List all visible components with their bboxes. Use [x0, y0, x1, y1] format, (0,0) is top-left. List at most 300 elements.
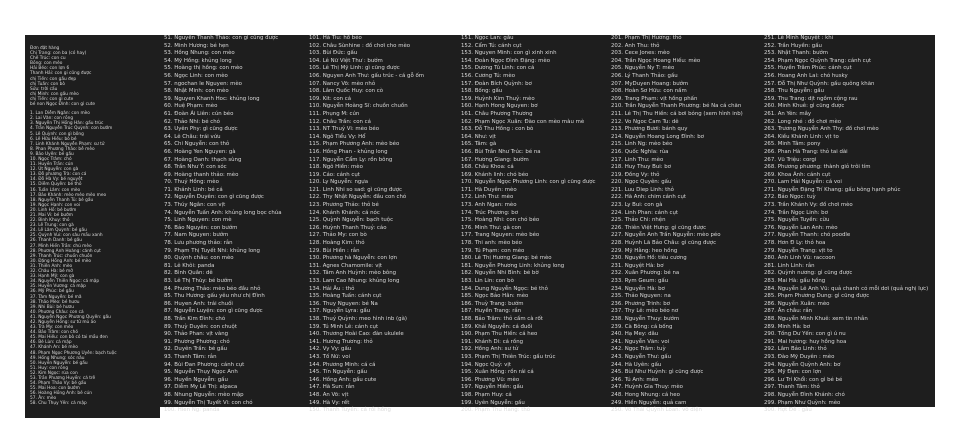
order-line: 54. Phạm Thảo Vy: bé gấu	[30, 381, 87, 387]
order-line: 12. Út Nguyễn: con gà	[30, 167, 79, 173]
order-line: 134. Hải Âu : thỏ	[309, 285, 355, 292]
order-line: 296. Lư Trí Khổi: con gì bé bé	[764, 376, 843, 383]
order-line: 157. Đoàn Bích Quỳnh: bơ	[461, 80, 532, 87]
order-line: 58. Chu Thụy Yến: cá mập	[30, 401, 87, 407]
order-line: 224. Linh Phan: cánh cụt	[611, 209, 678, 216]
order-line: 16. Tuấn Lâm: con mèo	[30, 187, 81, 193]
order-line: 13. Đỗ phương Trà: con cá	[30, 172, 87, 178]
order-line: 122. Thy Nhật Nguyễn: đầu con chó	[309, 194, 407, 201]
order-line: 56. Hoàng Hồng Anh: bé cún	[30, 391, 92, 397]
order-line: 8. Phan Phương Thảo: bê mèo	[30, 146, 95, 152]
order-line: 104. Lê Nữ Việt Thư : bướm	[309, 57, 383, 64]
order-line: 199. Uyên Nguyễn: gấu	[461, 399, 525, 406]
order-line: 24. Lê Lâm Quỳnh: bé gấu	[30, 228, 87, 234]
order-line: 255. Huyền Trâm Phúc: cánh cụt	[764, 65, 852, 72]
order-line: 293. Đào Mỹ Duyên : mèo	[764, 353, 835, 360]
order-line: 179. Tú Phạm: con mèo	[461, 247, 525, 254]
order-line: 238. Nguyễn Thuy: bướm	[611, 315, 680, 322]
order-line: 53. Hồng Nhung: con mèo	[164, 50, 235, 57]
order-line: 61. Đoàn Ái Liên: cún béo	[164, 110, 234, 117]
order-line: 186. Thuỳ Trang: bướm	[461, 300, 524, 307]
order-line: 49. Hồng Nhung: sóc nâu	[30, 355, 85, 361]
order-line: 180. Lê Thị Hương Giang: bé mèo	[461, 255, 552, 262]
order-line: 250. Võ Thái Quỳnh Loan: vô diện	[611, 407, 702, 414]
order-line: 207. MyDuyen Hoang: bướm	[611, 80, 689, 87]
order-line: 70. Thuý Hồng: mèo	[164, 179, 219, 186]
order-line: 41. Nguyễn Ngọc Phương Quyên: gấu	[30, 314, 111, 320]
order-line: 184. Dung Nguyễn Ngọc: bé thỏ	[461, 285, 548, 292]
order-line: 23. Lê Trung: con gà	[30, 223, 74, 229]
order-line: 35. Huyền Vương: cá mập	[30, 284, 86, 290]
order-line: 282. Quỳnh nương: gì cũng được	[764, 270, 853, 277]
order-line: 106. Nguyen Anh Thư: gấu trúc - cá gỗ ốm	[309, 72, 425, 79]
order-line: 223. Ly Bui: con gà	[611, 202, 663, 209]
order-line: 77. Nam Nguyen: bướm	[164, 232, 229, 239]
order-line: 231. Nguyệt Hà: bơ	[611, 262, 664, 269]
order-line: 100. Hien Ng: panda	[164, 407, 220, 414]
order-line: 188. Bảo Trâm: thỏ cầm cà rốt	[461, 315, 543, 322]
order-line: 11. Huyền Trần: cún	[30, 162, 74, 168]
order-line: 177. Trang Nguyen: mèo béo	[461, 232, 540, 239]
order-line: 146. Hồng Anh: gấu cute	[309, 376, 377, 383]
order-line: 2. Lai Văn: con rồng	[30, 116, 74, 122]
order-line: 286. Nguyễn Xuân: mèo	[764, 300, 830, 307]
order-line: 241. Nguyễn Văn: voi	[611, 338, 670, 345]
order-line: 174. Trúc Phương: bơ	[461, 209, 518, 216]
order-line: 182. Nguyễn Nhi Bình: bé bờ	[461, 270, 539, 277]
order-line: 90. Thảo Phan: vịt vàng	[164, 331, 229, 338]
order-line: 127. Thảo My: con bò	[309, 232, 367, 239]
order-line: 158. Bống: gấu	[461, 88, 503, 95]
order-line: 72. Nguyễn Duyên: con gì cũng được	[164, 194, 264, 201]
order-line: 198. Phạm Huy: cá	[461, 391, 512, 398]
order-line: 202. Anh Thu: thỏ	[611, 42, 660, 49]
order-line: Sửu: trời cấu	[30, 86, 58, 92]
order-line: 166. Bùi Trần Như Trúc: bé na	[461, 148, 541, 155]
order-line: 63. Uyên Phy: gì cũng được	[164, 126, 238, 133]
order-line: 148. An Võ: vịt	[309, 391, 349, 398]
order-line: 145. Tín Nguyễn: gấu	[309, 369, 368, 376]
order-line: 151. Ngọc Lan: gấu	[461, 35, 514, 41]
order-line: 84. Phương Thảo: mèo béo đầu nhỏ	[164, 285, 261, 292]
order-line: 276. Nguyễn Lan Anh: mèo	[764, 224, 838, 231]
order-line: 25. Quỳnh Vui: con sâu mầu xanh	[30, 233, 103, 239]
order-line: 117. Nguyễn Cẩm Ly: rồn bông	[309, 156, 393, 163]
order-line: 128. Hoàng Kim: thỏ	[309, 240, 365, 247]
order-line: 142. Vy Vy: gấu	[309, 346, 352, 353]
order-line: 292. Lâm Bảo Linh: thỏ	[764, 346, 827, 353]
order-line: 235. Thảo Nguyen: na	[611, 293, 671, 300]
order-line: 44. Bảo Trâm: con chó	[30, 330, 78, 336]
order-line: 147. Hà Sun: rắn	[309, 384, 355, 391]
order-line: 170. Nguyễn Ngọc Phương Linh: con gì cũng được	[461, 179, 596, 186]
order-line: 144. Phương Minh: cá cá	[309, 361, 376, 368]
order-line: 194. Ngọc Quý: vịt	[461, 361, 511, 368]
order-line: 285. Phạm Phương Dung: gì cũng được	[764, 293, 870, 300]
order-line: 277. Nguyễn Thanh: chó poodle	[764, 232, 851, 239]
order-line: 155. Dương Tú Linh: con cá	[461, 65, 535, 72]
order-line: 295. Mỹ Đẹn: con lợn	[764, 369, 822, 376]
order-line: 126. Huỳnh Thanh Thuý: cáo	[309, 224, 387, 231]
order-line: 5. Lê Quỳnh: con gì bông	[30, 131, 84, 137]
order-line: 242. Ngọc Trâm: tuỳ	[611, 346, 666, 353]
order-line: 89. Thuỳ Duyên: con chuột	[164, 323, 237, 330]
order-line: 163. Đỗ Thu Hồng : con bò	[461, 126, 534, 133]
order-line: 290. Tống Dư Yến: con gì ú nu	[764, 331, 846, 338]
order-line: 20. Linh Hồ: bé bướm	[30, 207, 77, 213]
order-line: 275. Nguyễn Tuyền: cừu	[764, 217, 830, 224]
order-line: 140. Thương Hoài Cao: đàn ukulele	[309, 331, 404, 338]
order-line: 54. Mỹ Hồng: khủng long	[164, 57, 232, 64]
order-line: 109. Kit: con cá	[309, 95, 352, 102]
order-line: 131. Agnes Chamomile: vịt	[309, 262, 383, 269]
order-line: 73. Thúy Ngân: con vịt	[164, 202, 226, 209]
order-line: 258. Thu Nguyễn: gấu	[764, 88, 825, 95]
order-line: Chị Trang: con ba (có hay)	[30, 51, 87, 57]
order-line: 185. Ngọc Bảo Hân: mèo	[461, 293, 529, 300]
order-line: 129. Bùi Hiền : rắn	[309, 247, 360, 254]
order-line: 200. Phạm Thu Hang: thỏ	[461, 407, 531, 414]
order-line: 233. Rym Geum: gấu	[611, 278, 669, 284]
order-line: 88. Trần Kim Đình: chó	[164, 315, 226, 322]
order-line: 152. Cẩm Tú: cánh cụt	[461, 42, 522, 49]
order-line: 228. Huỳnh Lã Bảo Châu: gì cũng được	[611, 240, 717, 247]
order-line: 113. NT Thuý Vi: mèo béo	[309, 126, 379, 133]
order-line: 65. Chi Nguyễn: con thỏ	[164, 141, 230, 148]
order-line: 178. Thi anh: mèo béo	[461, 240, 522, 247]
order-line: 17. Bảo Khánh: mèo mèo mèo meo	[30, 192, 107, 198]
order-line: 289. Minh Hà: bơ	[764, 323, 811, 330]
order-line: 132. Tâm Anh Huỳnh: mèo bông	[309, 270, 397, 277]
order-line: 288. Nguyễn Minh Khuê: xem tin nhắn	[764, 315, 868, 322]
order-line: 232. Xuân Phương: bé na	[611, 270, 680, 277]
order-line: 210. Trần Nguyễn Thanh Phương: bé Na cá chăn	[611, 103, 742, 110]
order-line: 265. Minh Tâm: pony	[764, 141, 821, 148]
order-list-panel-6	[760, 35, 935, 414]
order-line: 154. Đoàn Ngọc Đình Đặng: mèo	[461, 57, 550, 64]
order-line: 87. Nguyễn Luyện: con gì cũng được	[164, 308, 263, 315]
order-line: 266. Phan Hà Trang: thỏ tai dài	[764, 148, 848, 155]
order-line: chị Minh: con gấu mèo	[30, 91, 79, 97]
order-line: 183. Lin Lin: con bò	[461, 278, 514, 284]
order-line: 209. Trang Phạm: vịt hồng phấn	[611, 95, 698, 102]
order-line: 234. Nguyễn Hà: bơ	[611, 285, 665, 292]
order-line: 294. Nguyễn Quỳnh Anh: bơ	[764, 361, 841, 368]
order-line: 38. Thảo Mèo: bé hươu	[30, 299, 80, 305]
order-line: 124. Khánh Khánh: cá nóc	[309, 209, 380, 216]
order-line: 55. Hoàng thị hồng: con mèo	[164, 65, 243, 72]
order-line: 267. Vũ Triệu: corgi	[764, 156, 817, 163]
order-line: 206. Lý Thanh Thảo: gấu	[611, 72, 678, 79]
order-line: 133. Lam Cao Nhung: khủng long	[309, 278, 400, 284]
order-line: 246. Tú Anh: mèo	[611, 376, 659, 383]
order-line: 260. Minh Khuê: gì cũng được	[764, 103, 845, 110]
order-line: 191. Khánh Di: cá rồng	[461, 338, 524, 345]
order-line: 93. Thanh Tâm: rắn	[164, 353, 217, 360]
order-line: 92. Duyên Trần: bé gấu	[164, 346, 228, 353]
order-line: 212. Vo Ngoc Cam Tu: dê	[611, 118, 679, 125]
order-line: 136. Thuy Nguyen: bé Na	[309, 300, 378, 307]
order-line: chị Tiến: con gấu đẹp	[30, 76, 77, 82]
order-line: 103. Bùi Đức: gấu	[309, 50, 358, 57]
order-line: 98. Nhung Nguyễn: mèo mập	[164, 391, 244, 398]
order-line: 205. Nguyễn Ny T: mèo	[611, 65, 675, 72]
order-line: Đơn đặt hàng	[30, 46, 60, 51]
order-line: 251. Lê Minh Nguyệt : khỉ	[764, 35, 834, 41]
order-line: 119. Cáo: cánh cụt	[309, 171, 360, 178]
order-line: 256. Hoang Anh Lai: chó husky	[764, 72, 848, 79]
order-line: 130. Phương hà Nguyễn: con lợn	[309, 255, 398, 262]
order-line: 85. Thu Hương: gấu yêu như chị Đình	[164, 293, 265, 300]
order-line: 68. Trần Như Ý: con sóc	[164, 164, 227, 171]
order-line: 99. Nguyễn Thị Tuyết Vi: con chó	[164, 399, 253, 406]
order-line: 269. Khoa Ánh: cánh cụt	[764, 171, 831, 178]
order-line: 176. Minh Thư: gà con	[461, 224, 522, 231]
order-line: 245. Bùi Như Huỳnh: gì cũng được	[611, 369, 704, 376]
order-line: 139. Tú Minh Lê: cánh cụt	[309, 323, 379, 330]
order-line: 1. Lan Diễm Ngân: con mèo	[30, 111, 90, 117]
order-line: 229. Mỹ Hằng: heo hồng	[611, 247, 678, 254]
order-line: 123. Phương Thảo: thỏ bé	[309, 202, 379, 209]
order-line: 281. Linh Linh: rắn	[764, 262, 815, 269]
order-line: 153. Nguyen Minh: con gì xinh xinh	[461, 50, 557, 57]
order-line: 52. Minh Hương: bé hẹn	[164, 42, 229, 49]
order-line: 167. Hương Giang: bướm	[461, 156, 529, 163]
order-line: 97. Diễm My Lê Thị: alpaca	[164, 384, 238, 391]
order-line: 156. Cương Tú: mèo	[461, 72, 516, 79]
order-line: 187. Huyền Trang: rắn	[461, 308, 522, 315]
order-line: 111. Phụng M: cún	[309, 110, 360, 117]
order-line: 299. Phạm Như Quỳnh: mèo	[764, 399, 841, 406]
order-line: 297. Thanh Tâm: thỏ	[764, 384, 820, 391]
order-line: 79. Phạm Thị Tuyết Nhi: khủng long	[164, 247, 260, 254]
order-line: 4. Trần Nguyễn Trúc Quỳnh: con bướm	[30, 126, 113, 132]
order-line: 108. Lâm Quốc Huy: con cò	[309, 88, 384, 95]
order-line: Bồng: con mèo	[30, 61, 63, 67]
order-line: 137. Nguyễn Lyra: gấu	[309, 308, 371, 315]
order-line: 57. ngochan le Nguyen: mèo	[164, 80, 242, 87]
order-line: 43. Trà My: con mèo	[30, 325, 74, 331]
order-line: 33. Hạnh Mỹ: con gà	[30, 274, 75, 280]
order-line: 253. Nhật Thanh: bướm	[764, 50, 829, 57]
order-line: 268. Phương phương: thành giỏ trôi tím	[764, 164, 871, 171]
order-line: 249. Hiền Nguyễn: quả cam	[611, 399, 687, 406]
order-line: 91. Phương Phương: chó	[164, 338, 230, 345]
order-line: 300. Hợt Đê : gấu	[764, 407, 812, 414]
order-line: 3. Nguyễn Thị Hồng Hân: gấu trúc	[30, 121, 104, 127]
order-line: 80. Quỳnh châu: con mèo	[164, 255, 234, 262]
order-line: 76. Bảo Nguyên: con bướm	[164, 224, 238, 231]
order-line: 254. Phạm Ngọc Quỳnh Trang: cánh cụt	[764, 57, 872, 64]
order-line: 263. Trương Nguyễn Anh Thy: đồ chơi mèo	[764, 126, 879, 133]
order-line: 159. Huỳnh Kim Thuỷ: mèo	[461, 95, 535, 102]
order-line: 96. Huyền Nguyễn: gấu	[164, 376, 228, 383]
order-line: 51. Nguyễn Thanh Thảo: con gì cũng được	[164, 35, 279, 41]
order-line: 75. Linh Nguyen: con mè	[164, 217, 232, 224]
order-line: 102. Châu Sùnhine : đồ chơi cho mèo	[309, 42, 411, 49]
order-line: 9. Bảo Uyên: bé gấu	[30, 151, 74, 157]
order-line: 86. Huyen Anh: trái chuối	[164, 300, 233, 307]
order-line: 110. Nguyễn Hoàng Sĩ: chuồn chuồn	[309, 103, 408, 110]
order-list-panel-4	[457, 35, 607, 414]
order-line: 215. Linh Ng: mèo béo	[611, 141, 673, 148]
order-line: 138. Thuý Quỳnh: meo hình inb (gà)	[309, 315, 407, 322]
order-line: 118. Ngô Hiền: mèo	[309, 164, 363, 171]
order-line: Thanh Hải: con gi cũng được	[30, 71, 92, 77]
order-line: 37. Tâm Nguyễn: bé mã	[30, 294, 82, 300]
order-line: 150. Thanh Tuyền: cá rồi hồng	[309, 407, 391, 414]
order-line: 214. Nguyễn Hoang Long Đình: bơ	[611, 133, 704, 140]
order-line: 283. Mai Hà: gấu hồng	[764, 278, 826, 284]
order-line: 21. Mai Vi: bé bướm	[30, 213, 73, 218]
order-line: 121. Linh Nhi so sad: gì cũng được	[309, 186, 402, 193]
order-line: 236. Phương Trinh: bơ	[611, 300, 670, 307]
order-line: 291. Mai hương: huy hồng hoa	[764, 338, 847, 345]
order-line: bé non Ngọc Đình: con gì cute	[30, 102, 96, 108]
order-line: 59. Nguyen Khanh Hoc: khủng long	[164, 95, 260, 102]
order-line: 257. Đỗ Thị Như Quỳnh: gấu quông khăn	[764, 80, 875, 87]
order-line: 57. Ân: mèo	[30, 396, 57, 402]
order-line: 270. Lam Hải Nguyễn: cá voi	[764, 179, 842, 186]
order-line: 271. Nguyễn Đặng Trí Khang: gấu bông hạnh phúc	[764, 186, 901, 193]
order-line: 30. Đặng Hồng Anh: bé mèo	[30, 258, 92, 264]
order-line: 172. Linh Thư: mèo	[461, 194, 514, 201]
order-line: 230. Nguyễn Hồ: tiêu cương	[611, 255, 687, 262]
order-line: 227. Nguyễn Anh Trần Nguyễn: mèo péo	[611, 232, 721, 239]
order-line: 53. Trần Phương Huyền: cá trê	[30, 376, 96, 381]
order-line: 19. Ngọc Hạnh: con voi	[30, 202, 81, 208]
order-line: 36. Mỹ Phúc: bé gấu	[30, 289, 74, 295]
order-line: 141. Hương Trương: thỏ	[309, 338, 373, 345]
order-line: 40. Phương Châu: con cá	[30, 309, 84, 315]
order-line: 52. Kim Ngọc: rùa con	[30, 370, 78, 376]
order-line: 272. Bảo Ngọc: tuỳ	[764, 194, 816, 201]
order-line: 7. Linh Khánh Nguyễn Phạm: sư tử	[30, 141, 105, 147]
order-line: 114. Ngô Tiểu Vy: Hổ	[309, 133, 366, 140]
order-line: 216. Quốc Nghĩa: rùa	[611, 148, 669, 155]
order-line: 280. Ánh Linh Vũ: raccoon	[764, 255, 836, 262]
order-line: 39. Nhi Bùi: bé hươu	[30, 304, 74, 310]
order-line: 173. Anh Ngan: mèo	[461, 202, 517, 209]
order-line: 22. Bình Khuy: thỏ	[30, 218, 70, 224]
order-line: 244. Hà Uyên: gấu	[611, 361, 662, 368]
order-line: 95. Nguyễn Thụy Ngọc Anh	[164, 369, 238, 376]
order-line: chị Tuấn: con bò	[30, 81, 65, 87]
order-line: 115. Phạm Phương Anh: mèo béo	[309, 141, 400, 148]
order-line: 196. Phương Vũ: mèo	[461, 376, 520, 383]
order-line: 74. Nguyễn Tuấn Anh: khủng long bọc chúa	[164, 209, 282, 216]
order-line: 273. Trần Khánh Vy: đồ chơi mèo	[764, 202, 853, 209]
order-line: Hải Béo: con lợn 6	[30, 66, 70, 72]
order-line: 298. Nguyễn Đình Khánh: chó	[764, 391, 845, 398]
order-line: 193. Phạm Thị Thiên Trúc: gấu trúc	[461, 353, 556, 360]
order-line: 197. Nguyễn Hiền: gấu	[461, 384, 524, 391]
order-line: 192. Hồng Anh: sư tử	[461, 346, 519, 353]
order-line: 211. Lê Thị Thu Hiền: cá bơi bóng (xem hình inb)	[611, 110, 743, 117]
order-line: 28. Phương Anh Hoàng: cánh cụt	[30, 248, 101, 254]
order-line: 190. Phạm Thu Hiền: cá heo	[461, 331, 538, 338]
order-line: 262. Long nhé : đồ chơi mèo	[764, 118, 842, 125]
order-line: 71. Khánh Linh: bé cá	[164, 186, 223, 193]
order-line: 135. Hoàng Tuấn: cánh cụt	[309, 293, 382, 300]
order-line: 69. Hoàng thanh thảo: mèo	[164, 171, 239, 178]
order-line: 51. Huy: con rồng	[30, 365, 69, 371]
order-line: 34. Nguyễn Thiên Ngọc: cá mập	[30, 279, 100, 285]
order-line: 46. Bé Lùn: cá mập	[30, 340, 72, 346]
order-line: 221. Luu Diep Linh: thỏ	[611, 186, 674, 193]
order-line: 83. Lê Thị Thùy: bé bướm	[164, 278, 233, 284]
order-line: 58. Nhật Minh: con mèo	[164, 88, 229, 95]
order-line: 225. Thảo Chi: nhện	[611, 217, 666, 224]
order-line: 287. Ân châu: rắn	[764, 308, 813, 315]
order-line: 264. Kiều Khánh Linh: vịt to	[764, 133, 839, 140]
order-line: 226. Thiên Việt Hưng: gì cũng được	[611, 224, 707, 231]
order-line: 125. Quỳnh Nguyễn: bạch tuộc	[309, 217, 394, 224]
order-line: 6. Lê Hữu Hiếu: bò bé	[30, 136, 77, 142]
order-line: 149. Hà Vy: rết	[309, 399, 350, 406]
order-line: 274. Trần Ngọc Linh: bơ	[764, 209, 828, 216]
order-line: 160. Hạnh Hong Nguyen: bơ	[461, 103, 538, 110]
order-line: 82. Bình Quân: dê	[164, 270, 213, 277]
order-line: 161. Châu Phương Thương	[461, 110, 533, 117]
order-line: 81. Lê Khôi: panda	[164, 262, 215, 269]
order-line: 247. Huỳnh Gia Thuy: mèo	[611, 384, 683, 391]
order-line: 10. Ngọc Trâm: chó	[30, 156, 72, 162]
order-line: 31. Thiên Anh: mèo	[30, 263, 73, 269]
order-line: 56. Ngọc Linh: con mèo	[164, 72, 228, 79]
order-line: 168. Châu Khoa: cá	[461, 164, 514, 171]
order-line: 284. Nguyễn Lê Anh Vũ: quả chanh có mỗi dơi (quả nghị lực)	[764, 285, 929, 292]
order-line: 105. Lê Thị Mỹ Linh: gì cũng được	[309, 65, 400, 72]
order-line: 50. Huyền Nguyễn: bé gấu	[30, 360, 88, 366]
order-line: 239. Cà Bông: cá bống	[611, 323, 673, 330]
order-line: 203. Cece Jones: mèo	[611, 50, 670, 57]
order-line: 201. Phạm Thị Hương: thỏ	[611, 35, 682, 41]
order-line: 55. Mai Hoa: con bướm	[30, 386, 80, 392]
order-line: 143. Tố Nữ: voi	[309, 353, 350, 360]
order-line: 279. Nguyễn Trang: vịt to	[764, 247, 833, 254]
order-line: 62. Thảo Nhi: bé chó	[164, 118, 220, 125]
order-line: 217. Linh Thu: mèo	[611, 156, 664, 163]
order-line: 248. Hong Nhung: cá heo	[611, 391, 680, 398]
order-list-panel-5	[607, 35, 760, 414]
order-line: 66. Hoàng Yen Nguyen: gà	[164, 148, 236, 155]
order-line: 165. Tâm: gà	[461, 141, 497, 148]
order-line: 220. Ngọc Quyên: gấu	[611, 179, 672, 186]
order-line: Chế Trúc: con cu	[30, 56, 66, 62]
order-line: 219. Đồng Vy: thỏ	[611, 171, 660, 178]
order-line: 18. Nguyễn Thanh Tú: bé gấu	[30, 197, 94, 203]
order-line: 213. Phương Bươi: bánh quy	[611, 126, 688, 133]
order-line: 171. Hà Duyên: mèo	[461, 186, 517, 193]
order-line: 181. Nguyễn Phương Linh: khủng long	[461, 262, 565, 269]
order-line: 64. Lê Châu: trái vứu	[164, 133, 221, 140]
order-line: 204. Trần Ngọc Hoang Hiếu: mèo	[611, 57, 701, 64]
order-line: 195. Xuân Hồng: rồn rái cá	[461, 369, 534, 376]
order-line: 252. Trần Huyền: gấu	[764, 42, 822, 49]
order-line: 175. Hoàng Nhi: con chó béo	[461, 217, 540, 224]
order-line: 45. Mai Hiếu: con bò có tai mầu đen	[30, 335, 108, 341]
order-line: 164. Như: vịt	[461, 133, 496, 140]
order-line: 261. An Yên: mây	[764, 110, 812, 117]
order-line: 222. Hà Anh: chim cánh cụt	[611, 194, 686, 201]
order-line: 107. Nancy Võ: mèo nhỏ	[309, 80, 376, 87]
order-line: 162. Phạm Ngọc Xuân: Đào con mèo màu mè	[461, 118, 585, 125]
order-line: 278. Hơn Đ Ly: thỏ hoa	[764, 240, 826, 247]
order-line: 42. Nguyễn Hồng: sư tử mù ảo	[30, 319, 96, 325]
order-line: 237. Thy Lê: mèo béo nơ	[611, 308, 679, 315]
order-line: 60. Huệ Phạm: mèo	[164, 103, 218, 110]
